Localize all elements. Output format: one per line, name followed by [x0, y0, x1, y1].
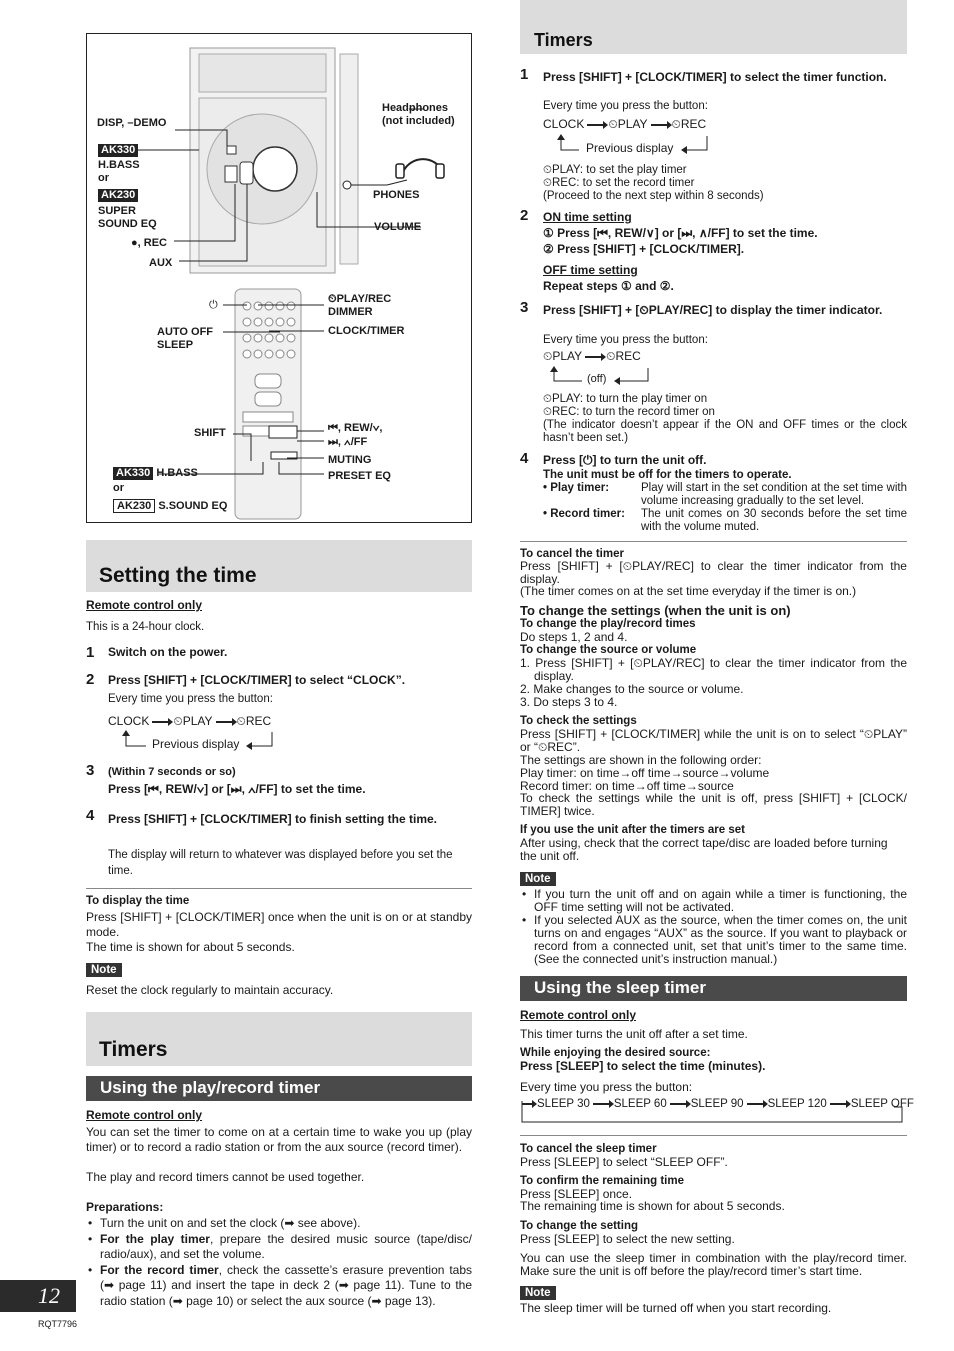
- confirm-time-2: The remaining time is shown for about 5 seconds.: [520, 1199, 785, 1213]
- sleep-option-60: SLEEP 60: [613, 1098, 667, 1110]
- power-icon: ⏻: [209, 299, 218, 311]
- confirm-time-heading: To confirm the remaining time: [520, 1175, 684, 1187]
- timers-band-left: [86, 1012, 472, 1066]
- label-rec: ●, REC: [131, 237, 167, 249]
- label-hbass: H.BASS or: [98, 159, 140, 184]
- sleep-option-90: SLEEP 90: [690, 1098, 744, 1110]
- remote-only-label-2: Remote control only: [86, 1108, 203, 1122]
- set-step-3-note: (Within 7 seconds or so): [108, 766, 236, 778]
- off-time-repeat: Repeat steps ① and ②.: [543, 279, 674, 293]
- check-settings-5: To check the settings while the unit is off, press [SHIFT] + [CLOCK/ TIMER] twice.: [520, 791, 907, 818]
- preparations-list: [86, 1216, 472, 1309]
- play-rec-intro: You can set the timer to come on at a certain time to wake you up (play timer) or to record a radio station or from the aux source (record timer).: [86, 1125, 472, 1154]
- ak330-tag: AK330: [98, 144, 138, 157]
- timer-step-3-d2: ⏲REC: to turn the record timer on: [543, 406, 715, 418]
- note-text: Reset the clock regularly to maintain accuracy.: [86, 983, 334, 997]
- change-sleep-text: Press [SLEEP] to select the new setting.: [520, 1232, 735, 1246]
- timer-flow-clock: CLOCK: [543, 117, 585, 131]
- timer-note-2: • If you selected AUX as the source, when the timer comes on, the unit turns on and engages “AUX” as the source. If you want to playback or record from a connected unit, set that unit’s timer to the same time. (See the connected unit’s instruction manual.): [520, 914, 907, 966]
- change-source-3: 3. Do steps 3 to 4.: [520, 695, 618, 709]
- timers-band-right: [520, 0, 907, 54]
- play-record-band: Using the play/record timer: [86, 1076, 472, 1101]
- label-play-rec-dimmer: ⏲PLAY/REC DIMMER: [328, 293, 392, 318]
- label-clock-timer: CLOCK/TIMER: [328, 325, 405, 337]
- timer-notes-list: [520, 888, 907, 966]
- label-hbass-bottom: H.BASS: [156, 467, 198, 479]
- off-time-setting: OFF time setting: [543, 263, 638, 277]
- ak230-tag: AK230: [98, 189, 138, 202]
- flow-play: ⏲PLAY: [173, 714, 213, 728]
- sleep-combo-text: You can use the sleep timer in combination with the play/record timer. Make sure the unit is off before the play/record timer’s start time.: [520, 1251, 907, 1278]
- ak230-tag-bottom: AK230: [113, 499, 155, 513]
- cancel-timer-text-2: (The timer comes on at the set time everyday if the timer is on.): [520, 584, 857, 598]
- play-timer-desc: Play will start in the set condition at the set time with volume increasing gradually to the set level.: [641, 482, 907, 507]
- check-settings-heading: To check the settings: [520, 715, 637, 727]
- set-step-4: Press [SHIFT] + [CLOCK/TIMER] to finish setting the time.: [108, 812, 438, 826]
- record-timer-heading: • Record timer:: [543, 508, 625, 520]
- sleep-intro: This timer turns the unit off after a set time.: [520, 1027, 748, 1041]
- timers-title: Timers: [99, 1038, 168, 1061]
- sleep-option-off: SLEEP OFF: [850, 1098, 914, 1110]
- timer-step-1-d2: ⏲REC: to set the record timer: [543, 177, 695, 189]
- timer-step-3-every: Every time you press the button:: [543, 334, 708, 346]
- label-auto-off-sleep: AUTO OFF SLEEP: [157, 326, 214, 351]
- check-settings-2: The settings are shown in the following order:: [520, 753, 762, 767]
- note-badge: Note: [86, 963, 122, 977]
- prep-item-3: • For the record timer, check the cassette’s erasure prevention tabs (➡ page 11) and insert the tape in deck 2 (➡ page 11). Tune to the radio station (➡ page 10) or select the aux source (➡ page 13).: [86, 1263, 472, 1310]
- on-time-step-a: ① Press [⏮, REW/∨] or [⏭, ∧/FF] to set the time.: [543, 226, 818, 240]
- set-step-1: Switch on the power.: [108, 645, 228, 659]
- timer-step-1-d1: ⏲PLAY: to set the play timer: [543, 164, 687, 176]
- on-time-step-b: ② Press [SHIFT] + [CLOCK/TIMER].: [543, 242, 745, 256]
- timer-step-3-d1: ⏲PLAY: to turn the play timer on: [543, 393, 708, 405]
- flow-rec: ⏲REC: [236, 714, 272, 728]
- change-times-heading: To change the play/record times: [520, 618, 696, 630]
- cancel-timer-heading: To cancel the timer: [520, 548, 624, 560]
- cancel-sleep-text: Press [SLEEP] to select “SLEEP OFF”.: [520, 1155, 728, 1169]
- after-timers-text: After using, check that the correct tape/disc are loaded before turning the unit off.: [520, 836, 888, 863]
- preparations-heading: Preparations:: [86, 1200, 164, 1214]
- indicator-off: (off): [587, 373, 607, 385]
- cancel-timer-text: Press [SHIFT] + [⏲PLAY/REC] to clear the timer indicator from the display.: [520, 559, 907, 586]
- check-settings-1: Press [SHIFT] + [CLOCK/TIMER] while the unit is on to select “⏲PLAY” or “⏲REC”.: [520, 727, 907, 754]
- note-badge-sleep: Note: [520, 1286, 556, 1300]
- timer-step-1: Press [SHIFT] + [CLOCK/TIMER] to select the timer function.: [543, 70, 887, 84]
- label-super-sound-eq: SUPER SOUND EQ: [98, 205, 157, 230]
- after-timers-heading: If you use the unit after the timers are set: [520, 824, 745, 836]
- prep-item-1: • Turn the unit on and set the clock (➡ see above).: [86, 1216, 472, 1232]
- timer-step-3: Press [SHIFT] + [⏲PLAY/REC] to display the timer indicator.: [543, 303, 883, 317]
- setting-time-title: Setting the time: [99, 564, 257, 587]
- device-illustration: [86, 33, 472, 523]
- timer-flow-rec: ⏲REC: [671, 117, 707, 131]
- timers-band-title: Timers: [534, 30, 593, 50]
- indicator-flow-rec: ⏲REC: [606, 349, 641, 363]
- sleep-remote-only: Remote control only: [520, 1008, 637, 1022]
- label-muting: MUTING: [328, 454, 372, 466]
- label-shift: SHIFT: [194, 427, 226, 439]
- page-number: 12: [0, 1280, 76, 1312]
- timer-step-4: Press [⏻] to turn the unit off.: [543, 453, 707, 467]
- sleep-option-30: SLEEP 30: [537, 1098, 590, 1110]
- clock-cycle-flow: [108, 714, 271, 729]
- timer-must-off: The unit must be off for the timers to operate.: [543, 469, 792, 481]
- label-or: or: [113, 482, 124, 494]
- label-rew: ⏮, REW/∨,: [328, 422, 383, 434]
- label-disp-demo: DISP, –DEMO: [97, 117, 167, 129]
- label-headphones: Headphones (not included): [382, 102, 455, 127]
- display-time-heading: To display the time: [86, 895, 190, 907]
- sleep-every: Every time you press the button:: [520, 1080, 693, 1094]
- check-settings-3: Play timer: on time→off time→source→volume: [520, 766, 770, 780]
- clock-24-text: This is a 24-hour clock.: [86, 621, 205, 633]
- timer-previous-display: Previous display: [586, 141, 674, 155]
- label-ff: ⏭, ∧/FF: [328, 436, 368, 448]
- cancel-sleep-heading: To cancel the sleep timer: [520, 1143, 657, 1155]
- display-time-text: Press [SHIFT] + [CLOCK/TIMER] once when the unit is on or at standby mode.: [86, 910, 472, 939]
- check-settings-4: Record timer: on time→off time→source: [520, 779, 734, 793]
- sleep-note-text: The sleep timer will be turned off when you start recording.: [520, 1301, 832, 1315]
- label-preset-eq: PRESET EQ: [328, 470, 391, 482]
- timer-indicator-flow: [543, 349, 641, 364]
- indicator-flow-play: ⏲PLAY: [543, 349, 583, 363]
- change-source-1: 1. Press [SHIFT] + [⏲PLAY/REC] to clear the timer indicator from the display.: [520, 656, 907, 683]
- timer-flow-play: ⏲PLAY: [608, 117, 648, 131]
- prep-item-2: • For the play timer, prepare the desired music source (tape/disc/ radio/aux), and set the volume.: [86, 1232, 472, 1263]
- set-step-2: Press [SHIFT] + [CLOCK/TIMER] to select “CLOCK”.: [108, 673, 406, 687]
- change-source-heading: To change the source or volume: [520, 644, 697, 656]
- change-sleep-heading: To change the setting: [520, 1220, 638, 1232]
- play-timer-heading: • Play timer:: [543, 482, 610, 494]
- timer-step-1-d3: (Proceed to the next step within 8 seconds): [543, 190, 764, 202]
- timer-step-3-d3: (The indicator doesn’t appear if the ON and OFF times or the clock hasn’t been set.): [543, 419, 907, 444]
- sleep-loop-line: [520, 1101, 906, 1125]
- display-time-text-2: The time is shown for about 5 seconds.: [86, 940, 295, 954]
- play-rec-intro-2: The play and record timers cannot be used together.: [86, 1170, 365, 1184]
- remote-only-label: Remote control only: [86, 598, 203, 612]
- label-ssound-eq: S.SOUND EQ: [158, 500, 228, 512]
- timer-cycle-flow: [543, 117, 706, 132]
- every-time-text: Every time you press the button:: [108, 693, 273, 705]
- sleep-while: While enjoying the desired source:: [520, 1047, 711, 1059]
- note-badge-right: Note: [520, 872, 556, 886]
- on-time-setting: ON time setting: [543, 210, 632, 224]
- record-timer-desc: The unit comes on 30 seconds before the set time with the volume muted.: [641, 508, 907, 533]
- sleep-option-120: SLEEP 120: [767, 1098, 827, 1110]
- confirm-time-1: Press [SLEEP] once.: [520, 1187, 633, 1201]
- change-source-2: 2. Make changes to the source or volume.: [520, 682, 744, 696]
- flow-clock: CLOCK: [108, 714, 150, 728]
- timer-note-1: • If you turn the unit off and on again while a timer is functioning, the OFF time setting will not be activated.: [520, 888, 907, 914]
- label-phones: PHONES: [373, 189, 420, 201]
- sleep-press: Press [SLEEP] to select the time (minutes).: [520, 1059, 766, 1073]
- set-step-3: Press [⏮, REW/∨] or [⏭, ∧/FF] to set the time.: [108, 782, 366, 796]
- previous-display: Previous display: [152, 737, 240, 751]
- label-volume: VOLUME: [374, 221, 422, 233]
- ak330-tag-bottom: AK330: [113, 467, 153, 480]
- setting-time-band: [86, 540, 472, 592]
- document-code: RQT7796: [38, 1319, 78, 1329]
- label-aux: AUX: [149, 257, 173, 269]
- change-settings-heading: To change the settings (when the unit is on): [520, 603, 791, 618]
- sleep-timer-band: Using the sleep timer: [520, 976, 907, 1001]
- change-times-text: Do steps 1, 2 and 4.: [520, 630, 628, 644]
- timer-step-1-every: Every time you press the button:: [543, 100, 708, 112]
- set-step-4-desc: The display will return to whatever was displayed before you set the time.: [108, 849, 453, 877]
